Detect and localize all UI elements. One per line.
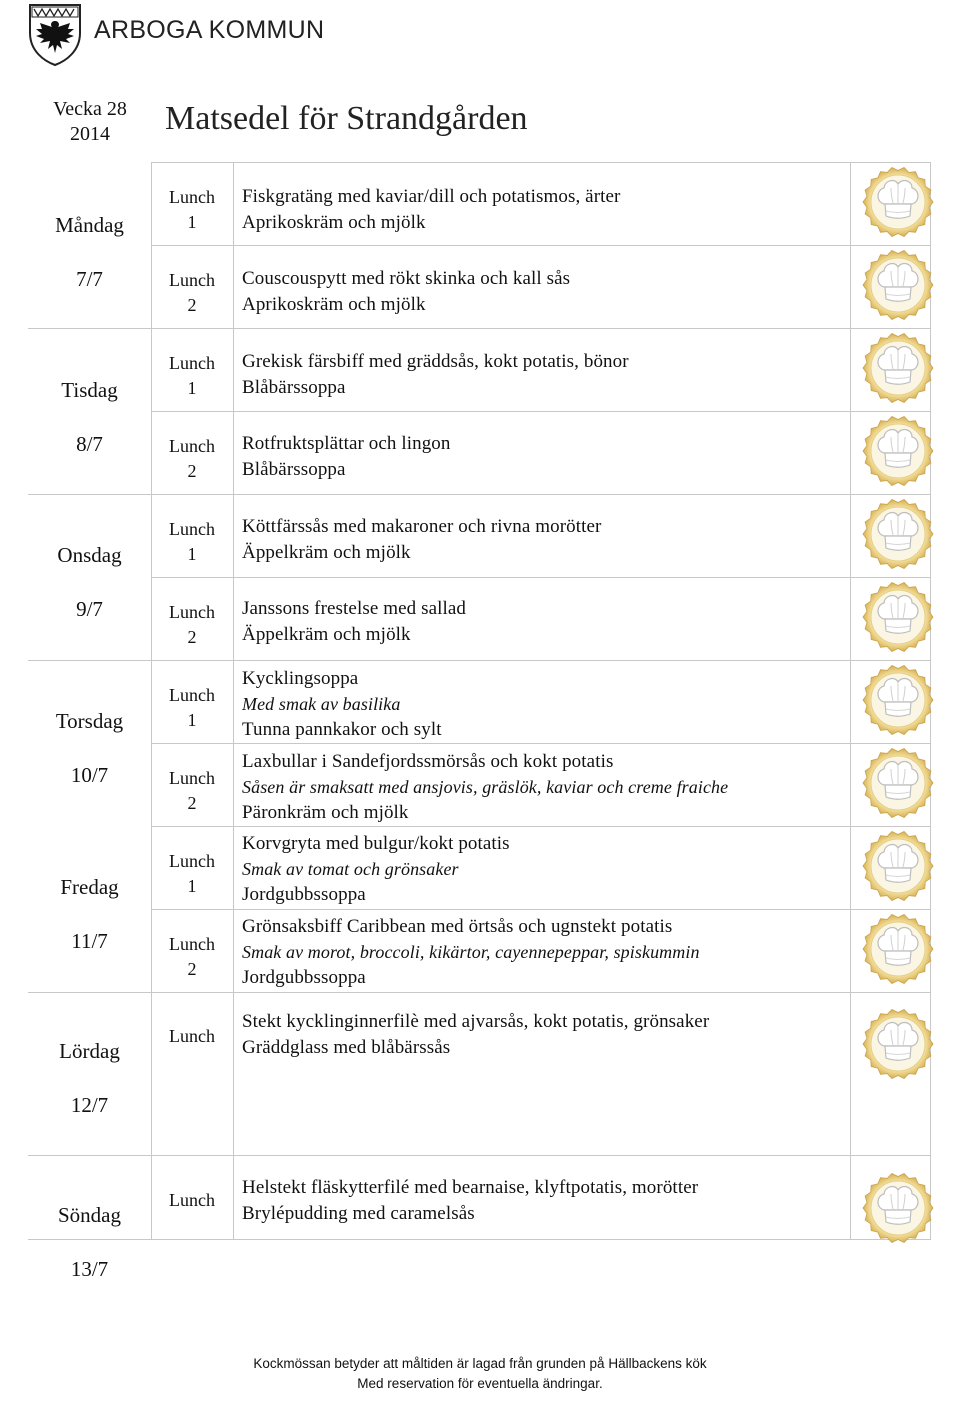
lunch-label: Lunch 1 (169, 519, 215, 564)
meal-thursday-2: Laxbullar i Sandefjordssmörsås och kokt potatis Såsen är smaksatt med ansjovis, gräslök, kaviar och creme fraiche Päronkräm och mjölk (242, 751, 729, 823)
meal-friday-1: Korvgryta med bulgur/kokt potatis Smak av tomat och grönsaker Jordgubbssoppa (242, 833, 510, 905)
chef-hat-icon (862, 1172, 934, 1244)
footer-disclaimer: Med reservation för eventuella ändringar. (357, 1376, 603, 1391)
day-tuesday: Tisdag 8/7 (61, 378, 118, 456)
lunch-label: Lunch 2 (169, 934, 215, 979)
lunch-label: Lunch 2 (169, 768, 215, 813)
lunch-label: Lunch 1 (169, 187, 215, 232)
page-title: Matsedel för Strandgården (165, 100, 528, 137)
lunch-label: Lunch 2 (169, 602, 215, 647)
day-saturday: Lördag 12/7 (59, 1039, 120, 1117)
meal-monday-1: Fiskgratäng med kaviar/dill och potatismos, ärter Aprikoskräm och mjölk (242, 186, 621, 233)
lunch-label: Lunch (169, 1026, 215, 1046)
day-thursday: Torsdag 10/7 (55, 709, 124, 787)
day-friday: Fredag 11/7 (60, 875, 119, 953)
lunch-label: Lunch (169, 1190, 215, 1210)
day-sunday: Söndag 13/7 (58, 1203, 121, 1281)
chef-hat-icon (862, 249, 934, 321)
week-number: Vecka 28 (53, 98, 127, 120)
chef-hat-icon (862, 747, 934, 819)
chef-hat-icon (862, 166, 934, 238)
meal-sunday: Helstekt fläskytterfilé med bearnaise, klyftpotatis, morötter Brylépudding med caramelsås (242, 1177, 699, 1224)
chef-hat-icon (862, 581, 934, 653)
meal-monday-2: Couscouspytt med rökt skinka och kall sås Aprikoskräm och mjölk (242, 268, 571, 315)
day-wednesday: Onsdag 9/7 (57, 543, 122, 621)
meal-tuesday-2: Rotfruktsplättar och lingon Blåbärssoppa (242, 433, 451, 480)
chef-hat-icon (862, 415, 934, 487)
meal-wednesday-2: Janssons frestelse med sallad Äppelkräm och mjölk (242, 598, 466, 645)
coat-of-arms-logo (26, 3, 84, 67)
meal-friday-2: Grönsaksbiff Caribbean med örtsås och ugnstekt potatis Smak av morot, broccoli, kikärtor, cayennepeppar, spiskummin Jordgubbssoppa (242, 916, 700, 988)
footer-note: Kockmössan betyder att måltiden är lagad från grunden på Hällbackens kök (253, 1356, 707, 1371)
lunch-label: Lunch 1 (169, 353, 215, 398)
meal-saturday: Stekt kycklinginnerfilè med ajvarsås, kokt potatis, grönsaker Gräddglass med blåbärssås (242, 1011, 710, 1058)
chef-hat-icon (862, 913, 934, 985)
lunch-label: Lunch 1 (169, 685, 215, 730)
lunch-label: Lunch 1 (169, 851, 215, 896)
week-year: 2014 (70, 123, 110, 145)
meal-wednesday-1: Köttfärssås med makaroner och rivna morötter Äppelkräm och mjölk (242, 516, 602, 563)
meal-thursday-1: Kycklingsoppa Med smak av basilika Tunna pannkakor och sylt (242, 668, 442, 740)
chef-hat-icon (862, 664, 934, 736)
lunch-label: Lunch 2 (169, 436, 215, 481)
meal-tuesday-1: Grekisk färsbiff med gräddsås, kokt potatis, bönor Blåbärssoppa (242, 351, 629, 398)
week-label (40, 97, 140, 147)
chef-hat-icon (862, 332, 934, 404)
chef-hat-icon (862, 498, 934, 570)
lunch-label: Lunch 2 (169, 270, 215, 315)
day-monday: Måndag 7/7 (55, 213, 124, 291)
chef-hat-icon (862, 1008, 934, 1080)
chef-hat-icon (862, 830, 934, 902)
menu-table (28, 162, 930, 1281)
organization-name: ARBOGA KOMMUN (94, 16, 325, 44)
